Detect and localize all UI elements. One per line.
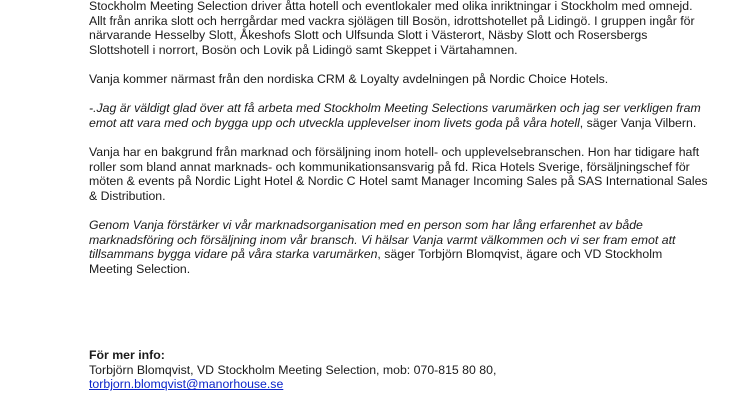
intro-paragraph: Stockholm Meeting Selection driver åtta hotell och eventlokaler med olika inriktningar i Stockholm med omnejd. Allt från anrika slott och herrgårdar med vackra sjölägen till Bosön, idrottshotellet på Lidingö. I gruppen ingår för närvarande Hesselby Slott, Åkeshofs Slott och Ulfsunda Slott i Västerort, Näsby Slott och Rosersbergs Slottshotell i norrort, Bosön och Lovik på Lidingö samt Skeppet i Värtahamnen. xyxy=(89,0,695,57)
background-paragraph: Vanja kommer närmast från den nordiska CRM & Loyalty avdelningen på Nordic Choice Hotels. xyxy=(89,71,609,86)
contact-heading: För mer info: xyxy=(89,348,165,363)
ceo-quote-text: Genom Vanja förstärker vi vår marknadsorganisation med en person som har lång erfarenhet av både marknadsföring och försäljning inom vår bransch. Vi hälsar Vanja varmt välkommen och vi ser fram emot att tillsammans bygga vidare på våra starka varumärken xyxy=(89,217,676,262)
vanja-quote-attribution: , säger Vanja Vilbern. xyxy=(579,115,697,130)
press-release-body xyxy=(89,0,709,392)
experience-paragraph: Vanja har en bakgrund från marknad och försäljning inom hotell- och upplevelsebranschen. Hon har tidigare haft roller som bland annat marknads- och kommunikationsansvarig på fd. Rica Hotels Sverige, försäljningschef för möten & events på Nordic Light Hotel & Nordic C Hotel samt Manager Incoming Sales på SAS International Sales & Distribution. xyxy=(89,144,708,203)
ceo-quote-attribution: , säger Torbjörn Blomqvist, ägare och VD Stockholm Meeting Selection. xyxy=(89,247,663,276)
vanja-quote-text: -.Jag är väldigt glad över att få arbeta med Stockholm Meeting Selections varumärken och jag ser verkligen fram emot att vara med och bygga upp och utveckla upplevelser inom livets goda på våra hotell xyxy=(89,101,701,130)
vanja-quote-paragraph xyxy=(89,101,709,130)
contact-line: Torbjörn Blomqvist, VD Stockholm Meeting Selection, mob: 070-815 80 80, xyxy=(89,362,497,377)
ceo-quote-paragraph xyxy=(89,218,709,276)
contact-section xyxy=(89,348,709,392)
contact-email-link[interactable]: torbjorn.blomqvist@manorhouse.se xyxy=(89,377,284,392)
